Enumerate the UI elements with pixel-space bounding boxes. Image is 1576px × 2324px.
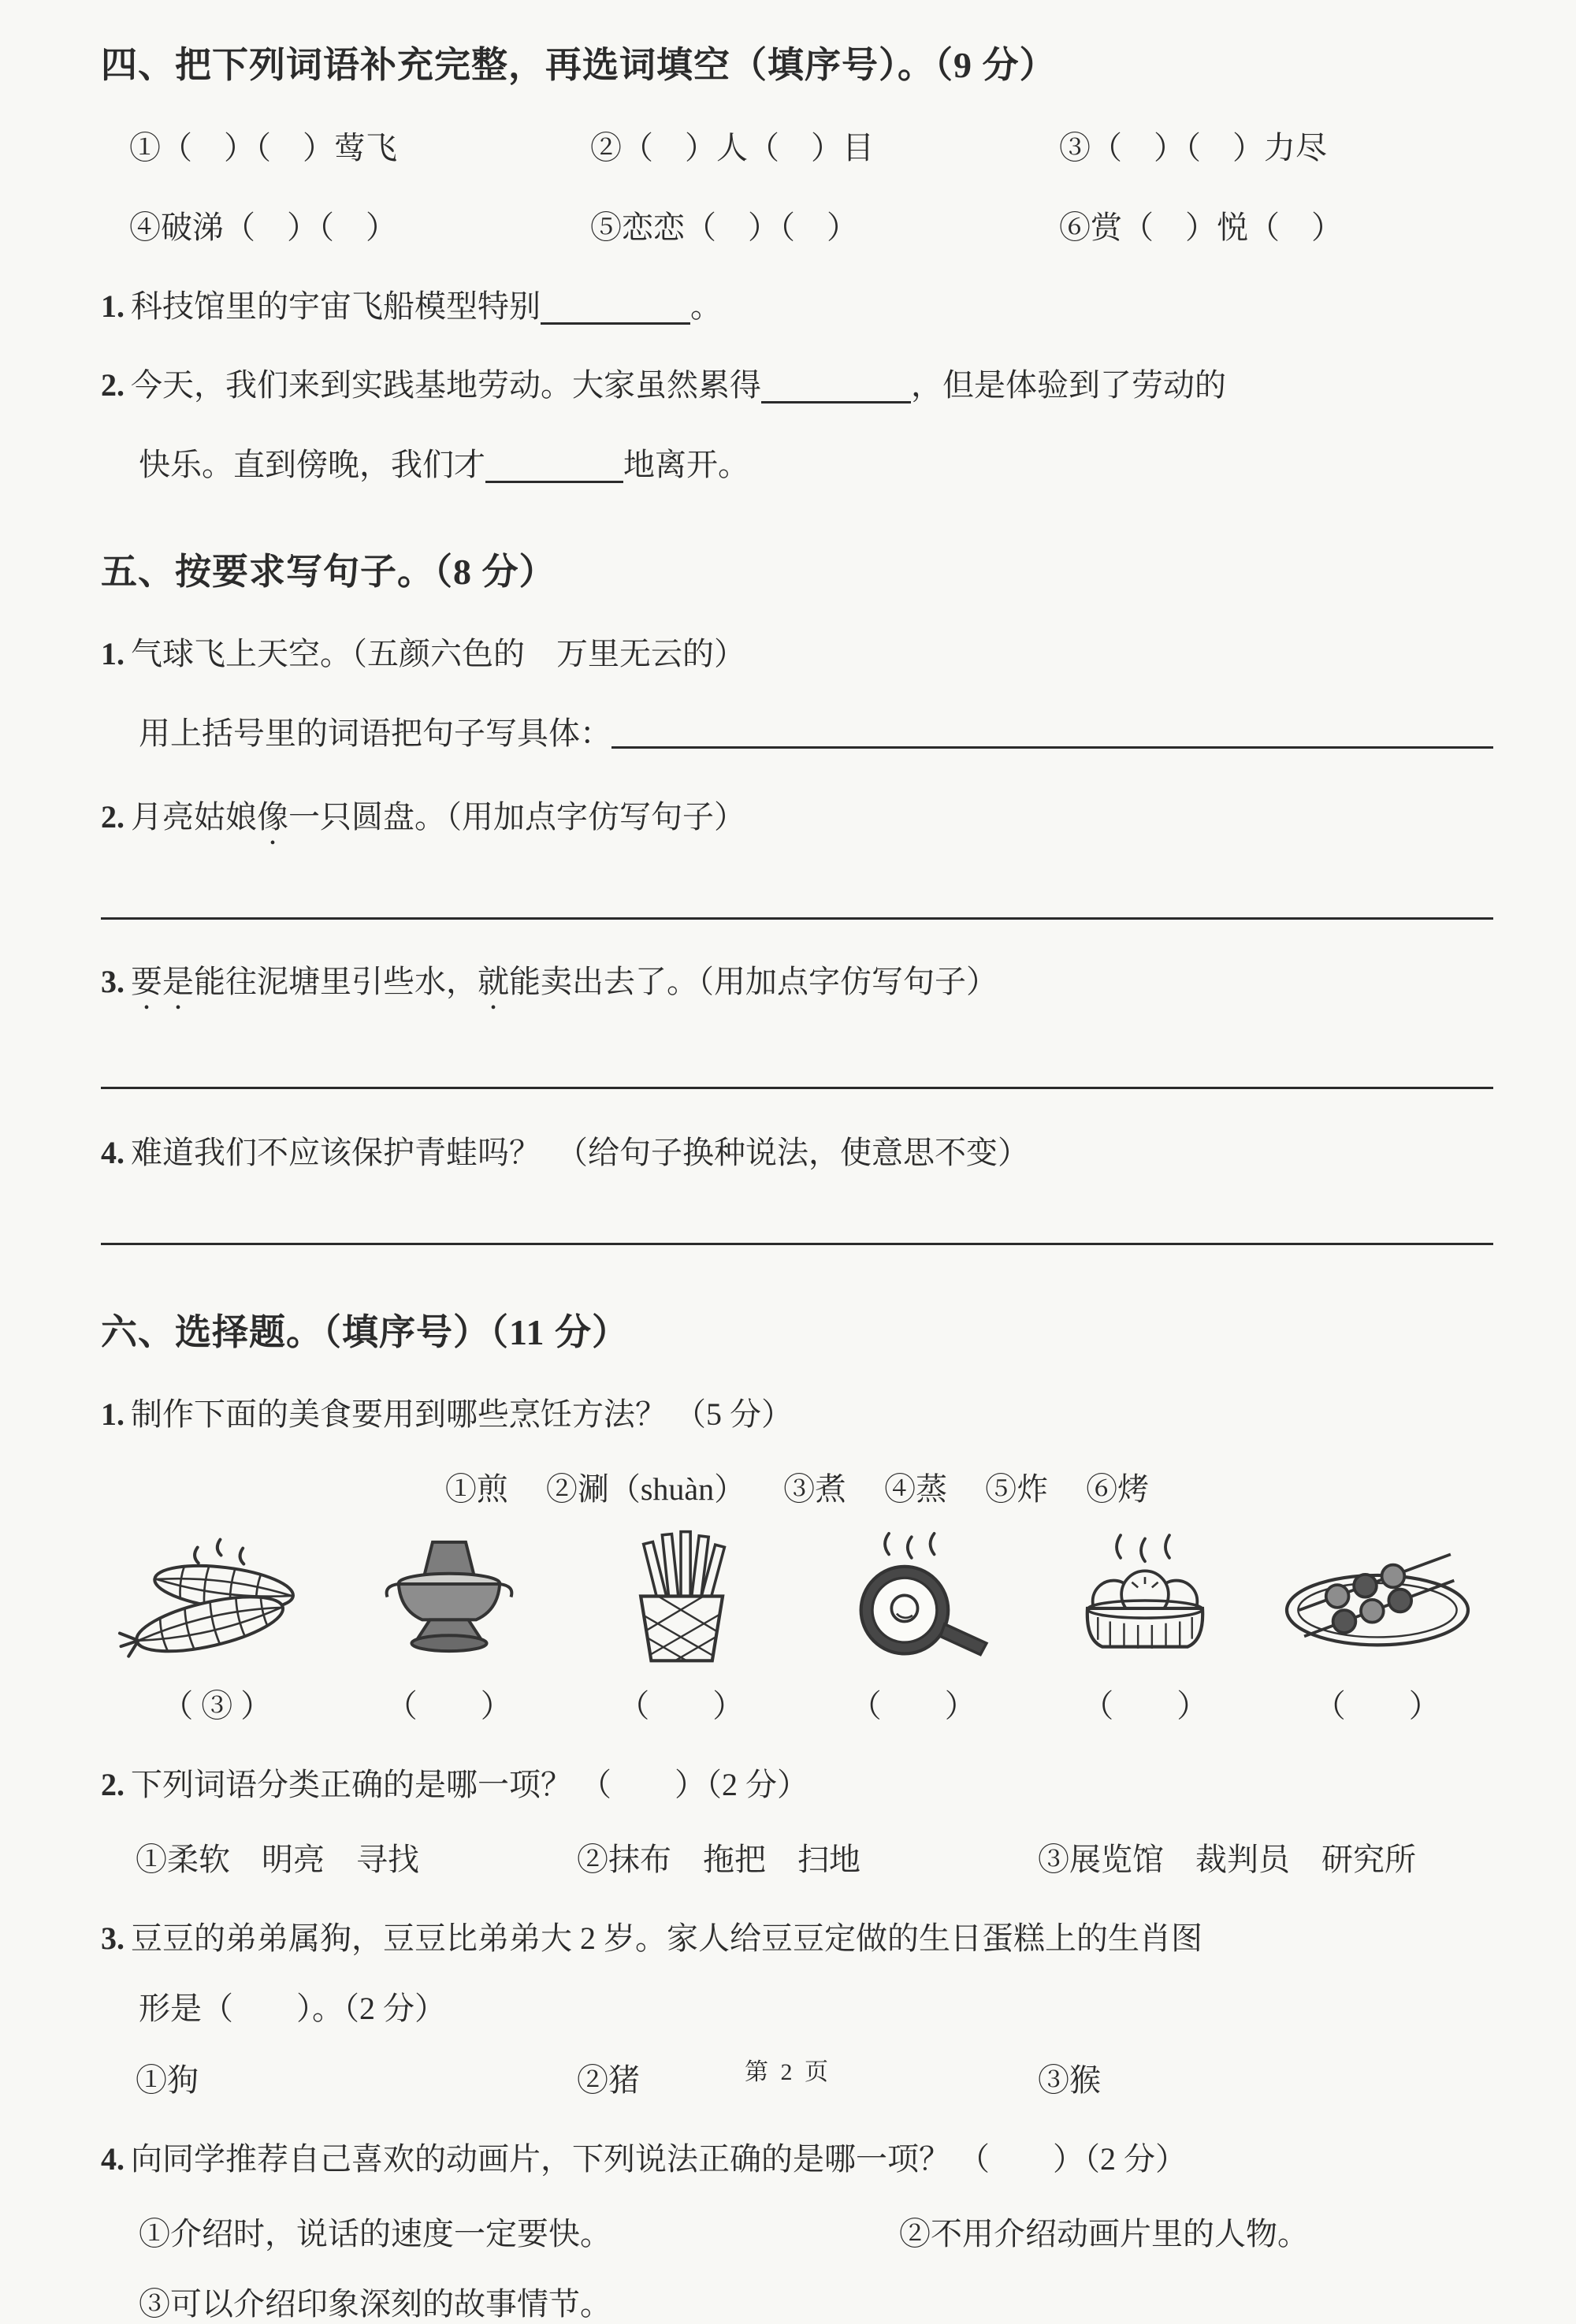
fill-blank-underline (541, 312, 690, 325)
s5-question-2 (101, 798, 1493, 852)
q1-answer-brackets-row (101, 1681, 1493, 1726)
option-1: ①狗 (136, 2062, 199, 2098)
idiom-4: ④破涕（ ）（ ） (129, 210, 397, 245)
s6-question-1 (101, 1395, 1493, 1434)
s4-question-2 (101, 366, 1493, 405)
question-number: 4. (101, 2141, 125, 2177)
question-text: 今天，我们来到实践基地劳动。大家虽然累得 (131, 367, 761, 403)
answer-bracket-2: （ ） (385, 1688, 512, 1723)
s6-question-3-line-2 (101, 1984, 1493, 2028)
option-2: ②抹布 拖把 扫地 (577, 1842, 860, 1877)
question-number: 2. (101, 367, 125, 403)
grilled-skewers-illustration (1270, 1526, 1485, 1675)
answer-line (101, 1173, 1493, 1245)
question-number: 1. (101, 1396, 125, 1432)
s6-question-3 (101, 1919, 1493, 1958)
idiom-5: ⑤恋恋（ ）（ ） (590, 210, 858, 245)
question-text: 气球飞上天空。（五颜六色的 万里无云的） (131, 636, 745, 671)
question-text: 制作下面的美食要用到哪些烹饪方法？ （5 分） (131, 1396, 793, 1432)
emphasized-characters: 要是 (131, 964, 194, 999)
question-text: 难道我们不应该保护青蛙吗？ （给句子换种说法，使意思不变） (131, 1135, 1029, 1170)
emphasized-character: 就 (478, 964, 509, 999)
s6-question-2 (101, 1765, 1493, 1805)
method-option-4: ④蒸 (884, 1471, 948, 1507)
answer-underline (611, 746, 1493, 749)
question-text: 下列词语分类正确的是哪一项？ （ ）（2 分） (131, 1767, 808, 1802)
question-text: 形是（ ）。（2 分） (139, 1991, 446, 2026)
option-1: ①柔软 明亮 寻找 (136, 1842, 419, 1877)
question-number: 2. (101, 799, 125, 835)
idiom-1: ①（ ）（ ）莺飞 (129, 130, 397, 165)
section-6 (101, 1303, 1493, 2324)
section-6-title: 六、选择题。（填序号）（11 分） (101, 1312, 629, 1352)
idiom-row-2 (101, 203, 1493, 247)
answer-bracket-4: （ ） (849, 1688, 976, 1723)
question-number: 3. (101, 964, 125, 999)
idiom-6: ⑥赏（ ）悦（ ） (1059, 210, 1343, 245)
option-3: ③猴 (1038, 2062, 1101, 2098)
question-text: 快乐。直到傍晚，我们才 (139, 447, 485, 482)
question-text: 豆豆的弟弟属狗，豆豆比弟弟大 2 岁。家人给豆豆定做的生日蛋糕上的生肖图 (131, 1921, 1202, 1956)
option-3: ③展览馆 裁判员 研究所 (1038, 1842, 1416, 1877)
question-text: 地离开。 (623, 447, 749, 482)
corn-cobs-illustration (110, 1526, 324, 1675)
method-option-3: ③煮 (783, 1471, 847, 1507)
idiom-2: ②（ ）人（ ）目 (590, 130, 874, 165)
question-text: 能卖出去了。（用加点字仿写句子） (509, 964, 998, 999)
hot-pot-illustration (342, 1526, 556, 1675)
question-text: 一只圆盘。（用加点字仿写句子） (288, 799, 745, 835)
french-fries-illustration (574, 1526, 788, 1675)
s6-q2-options (101, 1835, 1493, 1880)
method-option-2: ②涮（shuàn） (545, 1471, 746, 1507)
fried-egg-pan-illustration (806, 1526, 1020, 1675)
s4-question-1 (101, 287, 1493, 326)
question-text: 科技馆里的宇宙飞船模型特别 (131, 288, 541, 324)
food-illustrations-row (101, 1526, 1493, 1675)
answer-bracket-5: （ ） (1082, 1688, 1209, 1723)
question-text: 能往泥塘里引些水， (194, 964, 478, 999)
section-4-title: 四、把下列词语补充完整，再选词填空（填序号）。（9 分） (101, 45, 1057, 85)
idiom-3: ③（ ）（ ）力尽 (1059, 130, 1327, 165)
method-option-5: ⑤炸 (985, 1471, 1049, 1507)
section-4 (101, 36, 1493, 485)
s5-question-1 (101, 634, 1493, 674)
answer-line (101, 852, 1493, 920)
s5-question-1-answer (101, 708, 1493, 753)
question-number: 1. (101, 288, 125, 324)
option-1: ①介绍时，说话的速度一定要快。 (139, 2216, 611, 2251)
cooking-methods-row (101, 1464, 1493, 1509)
question-number: 2. (101, 1767, 125, 1802)
question-text-end: 。 (690, 288, 722, 324)
s4-question-2-line-2 (101, 440, 1493, 485)
instruction-text: 用上括号里的词语把句子写具体： (139, 716, 611, 751)
option-3: ③可以介绍印象深刻的故事情节。 (139, 2286, 611, 2322)
s6-q4-options-row (101, 2209, 1493, 2254)
s5-question-4 (101, 1133, 1493, 1173)
steamed-buns-basket-illustration (1038, 1526, 1252, 1675)
question-number: 1. (101, 636, 125, 671)
s5-question-3 (101, 962, 1493, 1017)
section-5-title: 五、按要求写句子。（8 分） (101, 552, 556, 592)
question-number: 4. (101, 1135, 125, 1170)
idiom-row-1 (101, 123, 1493, 168)
option-2: ②不用介绍动画片里的人物。 (899, 2216, 1309, 2251)
emphasized-character: 像 (257, 799, 288, 835)
section-5 (101, 543, 1493, 1245)
method-option-1: ①煎 (444, 1471, 508, 1507)
answer-line (101, 1017, 1493, 1089)
question-number: 3. (101, 1921, 125, 1956)
fill-blank-underline (485, 470, 623, 483)
answer-bracket-6: （ ） (1314, 1688, 1440, 1723)
page-number: 第 2 页 (745, 2059, 831, 2085)
question-text: ，但是体验到了劳动的 (911, 367, 1226, 403)
answer-bracket-1: （ ③ ） (162, 1688, 273, 1723)
s6-q4-option-3-line (101, 2279, 1493, 2324)
option-2: ②猪 (577, 2062, 640, 2098)
fill-blank-underline (761, 391, 911, 403)
question-text: 向同学推荐自己喜欢的动画片，下列说法正确的是哪一项？ （ ）（2 分） (131, 2141, 1187, 2177)
s6-question-4 (101, 2140, 1493, 2179)
method-option-6: ⑥烤 (1086, 1471, 1150, 1507)
question-text: 月亮姑娘 (131, 799, 257, 835)
answer-bracket-3: （ ） (618, 1688, 745, 1723)
